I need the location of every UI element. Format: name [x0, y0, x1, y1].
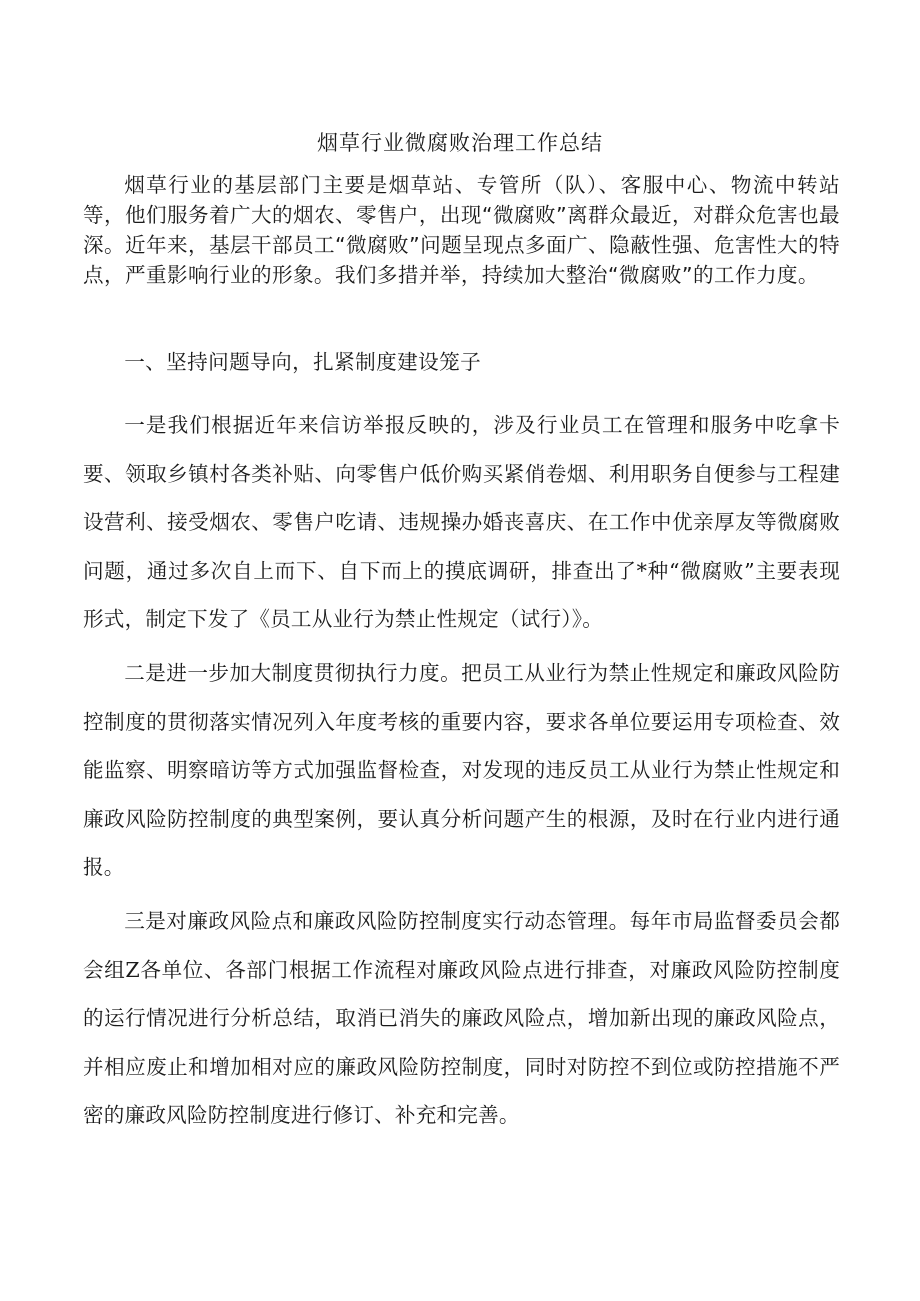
document-title: 烟草行业微腐败治理工作总结 [317, 131, 603, 155]
body-paragraph-item3: 三是对廉政风险点和廉政风险防控制度实行动态管理。每年市局监督委员会都会组Z各单位、各部门根据工作流程对廉政风险点进行排查，对廉政风险防控制度的运行情况进行分析总结，取消已消失的廉政风险点，增加新出现的廉政风险点，并相应废止和增加相对应的廉政风险防控制度，同时对防控不到位或防控措施不严密的廉政风险防控制度进行修订、补充和完善。 [83, 909, 840, 1127]
intro-paragraph: 烟草行业的基层部门主要是烟草站、专管所（队）、客服中心、物流中转站等，他们服务着广大的烟农、零售户，出现“微腐败”离群众最近，对群众危害也最深。近年来，基层干部员工“微腐败”问题呈现点多面广、隐蔽性强、危害性大的特点，严重影响行业的形象。我们多措并举，持续加大整治“微腐败”的工作力度。 [83, 173, 840, 287]
body-paragraph-item2: 二是进一步加大制度贯彻执行力度。把员工从业行为禁止性规定和廉政风险防控制度的贯彻落实情况列入年度考核的重要内容，要求各单位要运用专项检查、效能监察、明察暗访等方式加强监督检查，对发现的违反员工从业行为禁止性规定和廉政风险防控制度的典型案例，要认真分析问题产生的根源，及时在行业内进行通报。 [83, 661, 840, 879]
section-heading: 一、坚持问题导向，扎紧制度建设笼子 [124, 350, 482, 374]
body-paragraph-item1: 一是我们根据近年来信访举报反映的，涉及行业员工在管理和服务中吃拿卡要、领取乡镇村各类补贴、向零售户低价购买紧俏卷烟、利用职务自便参与工程建设营利、接受烟农、零售户吃请、违规操办婚丧喜庆、在工作中优亲厚友等微腐败问题，通过多次自上而下、自下而上的摸底调研，排查出了*种“微腐败”主要表现形式，制定下发了《员工从业行为禁止性规定（试行）》。 [83, 413, 840, 631]
